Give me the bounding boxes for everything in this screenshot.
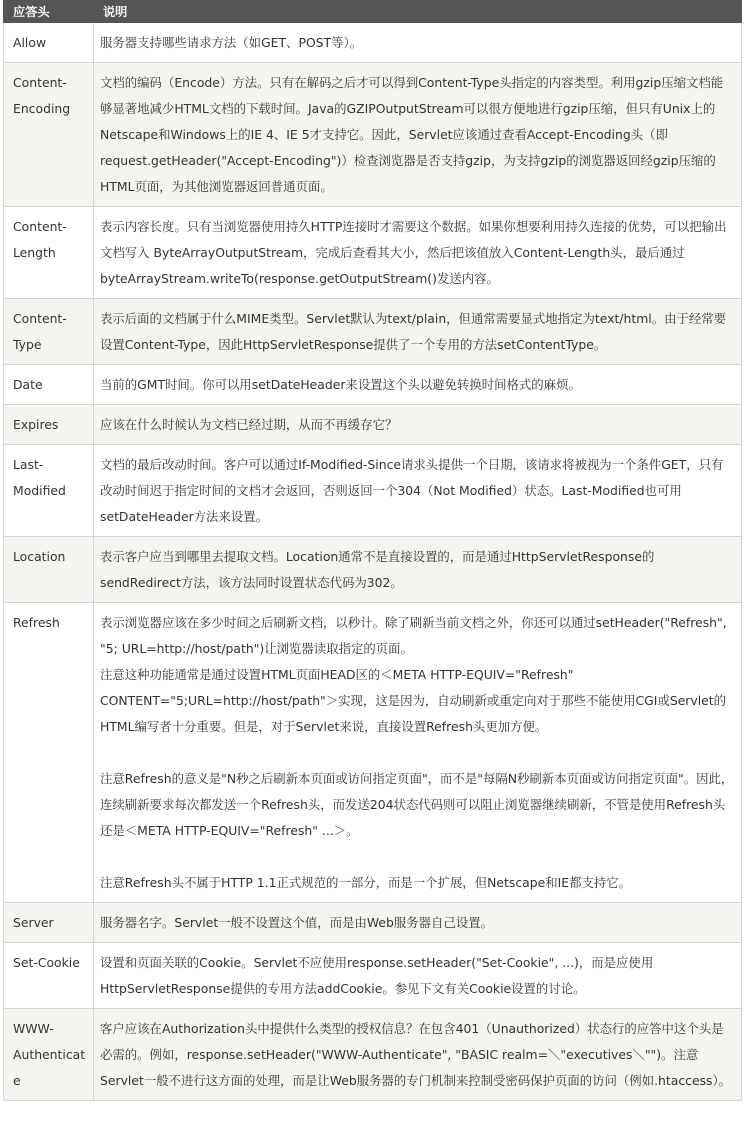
header-cell-name: 应答头 <box>4 1 94 23</box>
table-row <box>4 445 742 537</box>
table-row <box>4 1009 742 1101</box>
header-name-cell: Allow <box>4 23 94 63</box>
description-paragraph: 表示后面的文档属于什么MIME类型。Servlet默认为text/plain，但通常需要显式地指定为text/html。由于经常要设置Content-Type，因此HttpServletResponse提供了一个专用的方法setContentType。 <box>100 311 727 352</box>
paragraph-spacer <box>100 740 735 766</box>
header-description-cell <box>94 299 742 365</box>
header-cell-description: 说明 <box>94 1 742 23</box>
table-header-row <box>4 1 742 23</box>
table-row <box>4 299 742 365</box>
table-row <box>4 365 742 405</box>
description-paragraph: 文档的最后改动时间。客户可以通过If-Modified-Since请求头提供一个日期，该请求将被视为一个条件GET，只有改动时间迟于指定时间的文档才会返回，否则返回一个304（Not Modified）状态。Last-Modified也可用setDateHeader方法来设置。 <box>100 457 724 524</box>
header-description-cell <box>94 405 742 445</box>
header-name-cell: Refresh <box>4 603 94 903</box>
table-row <box>4 405 742 445</box>
response-header-table <box>3 0 742 1101</box>
description-paragraph: 服务器名字。Servlet一般不设置这个值，而是由Web服务器自己设置。 <box>100 915 494 930</box>
header-name-cell: Content-Length <box>4 207 94 299</box>
description-paragraph: 文档的编码（Encode）方法。只有在解码之后才可以得到Content-Type头指定的内容类型。利用gzip压缩文档能够显著地减少HTML文档的下载时间。Java的GZIPOutputStream可以很方便地进行gzip压缩，但只有Unix上的Netscape和Windows上的IE 4、IE 5才支持它。因此，Servlet应该通过查看Accept-Encoding头（即request.getHeader("Accept-Encoding")）检查浏览器是否支持gzip，为支持gzip的浏览器返回经gzip压缩的HTML页面，为其他浏览器返回普通页面。 <box>100 75 724 194</box>
header-name-cell: WWW-Authenticate <box>4 1009 94 1101</box>
description-paragraph: 当前的GMT时间。你可以用setDateHeader来设置这个头以避免转换时间格式的麻烦。 <box>100 377 581 392</box>
table-row <box>4 603 742 903</box>
description-paragraph: 服务器支持哪些请求方法（如GET、POST等）。 <box>100 35 363 50</box>
description-paragraph: 表示客户应当到哪里去提取文档。Location通常不是直接设置的，而是通过HttpServletResponse的sendRedirect方法，该方法同时设置状态代码为302。 <box>100 549 655 590</box>
description-paragraph: 注意Refresh的意义是"N秒之后刷新本页面或访问指定页面"，而不是"每隔N秒刷新本页面或访问指定页面"。因此，连续刷新要求每次都发送一个Refresh头，而发送204状态代码则可以阻止浏览器继续刷新，不管是使用Refresh头还是＜META HTTP-EQUIV="Refresh" ...＞。 <box>100 771 734 838</box>
header-description-cell <box>94 23 742 63</box>
header-description-cell <box>94 1009 742 1101</box>
header-name-cell: Date <box>4 365 94 405</box>
table-row <box>4 943 742 1009</box>
header-description-cell <box>94 207 742 299</box>
description-paragraph: 应该在什么时候认为文档已经过期，从而不再缓存它？ <box>100 417 398 432</box>
table-row <box>4 537 742 603</box>
header-name-cell: Server <box>4 903 94 943</box>
description-paragraph: 客户应该在Authorization头中提供什么类型的授权信息？在包含401（Unauthorized）状态行的应答中这个头是必需的。例如，response.setHeader("WWW-Authenticate", "BASIC realm=＼"executives＼"")。注意Servlet一般不进行这方面的处理，而是让Web服务器的专门机制来控制受密码保护页面的访问（例如.htaccess）。 <box>100 1021 732 1088</box>
description-paragraph: 注意Refresh头不属于HTTP 1.1正式规范的一部分，而是一个扩展，但Netscape和IE都支持它。 <box>100 875 632 890</box>
header-description-cell <box>94 63 742 207</box>
table-row <box>4 207 742 299</box>
description-paragraph: 表示内容长度。只有当浏览器使用持久HTTP连接时才需要这个数据。如果你想要利用持久连接的优势，可以把输出文档写入 ByteArrayOutputStream，完成后查看其大小，然后把该值放入Content-Length头，最后通过byteArrayStream.writeTo(response.getOutputStream()发送内容。 <box>100 219 727 286</box>
table-row <box>4 63 742 207</box>
header-name-cell: Set-Cookie <box>4 943 94 1009</box>
header-description-cell <box>94 603 742 903</box>
paragraph-spacer <box>100 844 735 870</box>
header-name-cell: Last-Modified <box>4 445 94 537</box>
header-description-cell <box>94 903 742 943</box>
header-description-cell <box>94 365 742 405</box>
header-description-cell <box>94 943 742 1009</box>
table-row <box>4 903 742 943</box>
table-body <box>4 23 742 1101</box>
description-paragraph: 表示浏览器应该在多少时间之后刷新文档，以秒计。除了刷新当前文档之外，你还可以通过setHeader("Refresh", "5; URL=http://host/path")让浏览器读取指定的页面。 <box>100 615 727 656</box>
header-description-cell <box>94 445 742 537</box>
description-paragraph: 注意这种功能通常是通过设置HTML页面HEAD区的＜META HTTP-EQUIV="Refresh" CONTENT="5;URL=http://host/path"＞实现，这是因为，自动刷新或重定向对于那些不能使用CGI或Servlet的HTML编写者十分重要。但是，对于Servlet来说，直接设置Refresh头更加方便。 <box>100 667 727 734</box>
header-name-cell: Content-Encoding <box>4 63 94 207</box>
header-name-cell: Expires <box>4 405 94 445</box>
header-name-cell: Location <box>4 537 94 603</box>
header-name-cell: Content-Type <box>4 299 94 365</box>
table-row <box>4 23 742 63</box>
header-description-cell <box>94 537 742 603</box>
description-paragraph: 设置和页面关联的Cookie。Servlet不应使用response.setHeader("Set-Cookie", ...)，而是应使用HttpServletResponse提供的专用方法addCookie。参见下文有关Cookie设置的讨论。 <box>100 955 654 996</box>
